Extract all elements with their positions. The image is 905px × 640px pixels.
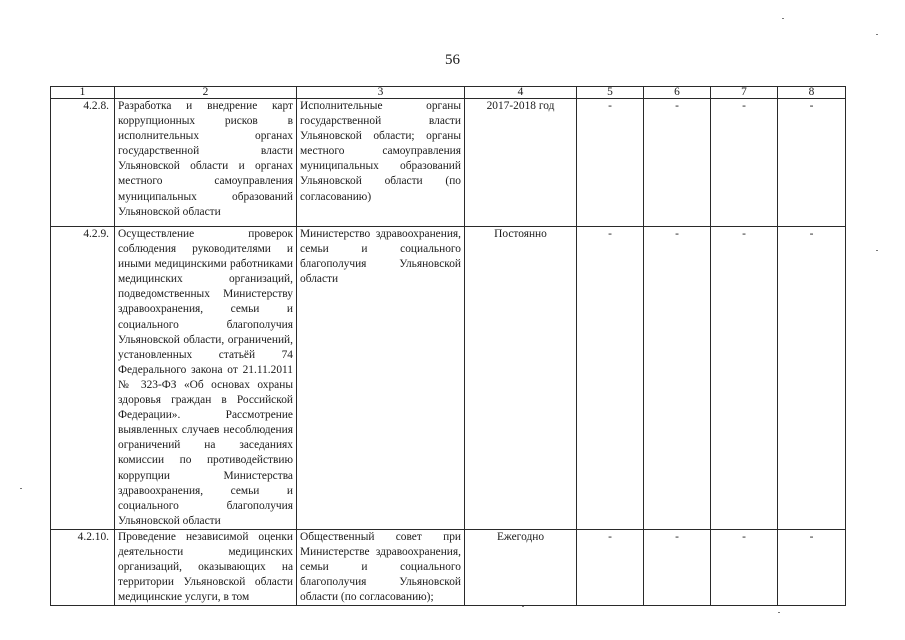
scan-speck <box>876 250 878 251</box>
header-cell: 8 <box>778 87 846 99</box>
indicator-cell: - <box>644 227 711 530</box>
term-cell: Постоянно <box>465 227 577 530</box>
scan-speck <box>876 34 878 35</box>
header-cell: 7 <box>711 87 778 99</box>
indicator-cell: - <box>778 529 846 605</box>
indicator-cell: - <box>711 529 778 605</box>
activity-cell: Проведение независимой оценки деятельности медицинских организаций, оказывающих на территории Ульяновской области медицинские услуги, в том <box>115 529 297 605</box>
page-number: 56 <box>445 52 460 68</box>
header-cell: 3 <box>297 87 465 99</box>
indicator-cell: - <box>778 227 846 530</box>
header-cell: 2 <box>115 87 297 99</box>
term-cell: Ежегодно <box>465 529 577 605</box>
table-row <box>51 227 846 530</box>
executor-cell: Общественный совет при Министерстве здравоохранения, семьи и социального благополучия Ульяновской области (по согласованию); <box>297 529 465 605</box>
row-number: 4.2.9. <box>51 227 115 530</box>
indicator-cell: - <box>644 529 711 605</box>
table-header-row <box>51 87 846 99</box>
header-cell: 1 <box>51 87 115 99</box>
scan-speck <box>20 488 22 489</box>
row-number: 4.2.10. <box>51 529 115 605</box>
indicator-cell: - <box>577 99 644 227</box>
header-cell: 6 <box>644 87 711 99</box>
activity-cell: Осуществление проверок соблюдения руководителями и иными медицинскими работниками медицинских организаций, подведомственных Министерству здравоохранения, семьи и социального благополучия Ульяновской области, ограничений, установленных статьёй 74 Федерального закона от 21.11.2011 № 323-ФЗ «Об основах охраны здоровья граждан в Российской Федерации». Рассмотрение выявленных случаев несоблюдения ограничений на заседаниях комиссии по противодействию коррупции Министерства здравоохранения, семьи и социального благополучия Ульяновской области <box>115 227 297 530</box>
indicator-cell: - <box>711 227 778 530</box>
indicator-cell: - <box>577 227 644 530</box>
row-number: 4.2.8. <box>51 99 115 227</box>
indicator-cell: - <box>644 99 711 227</box>
executor-cell: Министерство здравоохранения, семьи и социального благополучия Ульяновской области <box>297 227 465 530</box>
table-row <box>51 99 846 227</box>
term-cell: 2017-2018 год <box>465 99 577 227</box>
indicator-cell: - <box>711 99 778 227</box>
scan-speck <box>782 18 784 19</box>
activity-cell: Разработка и внедрение карт коррупционных рисков в исполнительных органах государственной власти Ульяновской области и органах местного самоуправления муниципальных образований Ульяновской области <box>115 99 297 227</box>
indicator-cell: - <box>577 529 644 605</box>
indicator-cell: - <box>778 99 846 227</box>
scan-speck <box>522 606 524 607</box>
table-row <box>51 529 846 605</box>
plan-table <box>50 86 846 606</box>
header-cell: 5 <box>577 87 644 99</box>
scan-speck <box>778 612 780 613</box>
header-cell: 4 <box>465 87 577 99</box>
executor-cell: Исполнительные органы государственной власти Ульяновской области; органы местного самоуправления муниципальных образований Ульяновской области (по согласованию) <box>297 99 465 227</box>
